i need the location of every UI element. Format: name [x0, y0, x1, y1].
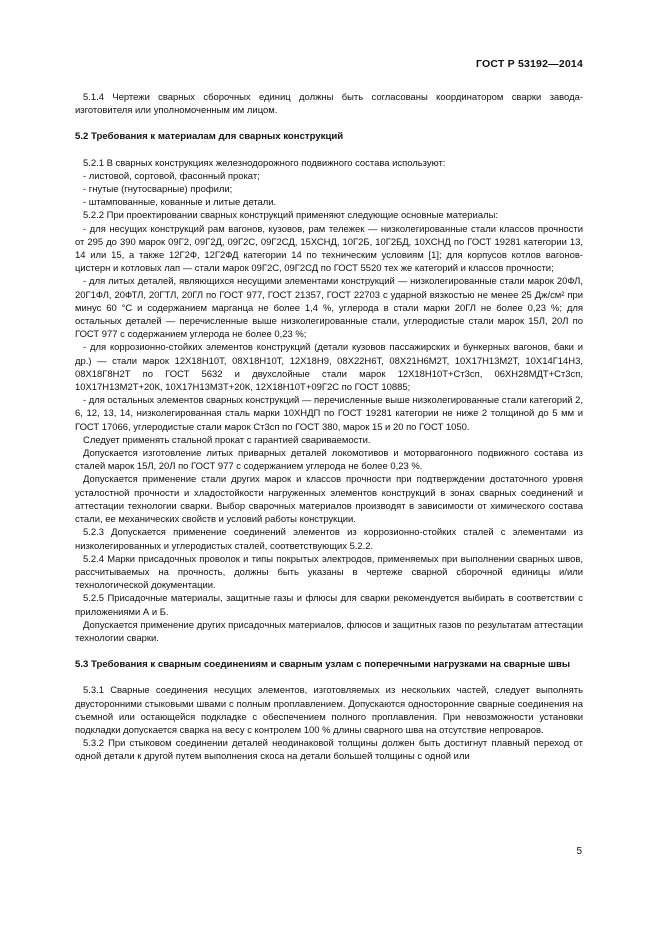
paragraph: 5.3.2 При стыковом соединении деталей неодинаковой толщины должен быть достигнут плавный переход от одной детали к другой путем выполнения скоса на детали большей толщины с одной или — [75, 738, 583, 763]
paragraph: 5.1.4 Чертежи сварных сборочных единиц должны быть согласованы координатором сварки завода-изготовителя или уполномоченным им лицом. — [75, 92, 583, 117]
paragraph: - для коррозионно-стойких элементов конструкций (детали кузовов пассажирских и бункерных вагонов, баки и др.) — стали марок 12Х18Н10Т, 08Х18Н10Т, 12Х18Н9, 08Х22Н6Т, 08Х21Н6М2Т, 10Х17Н13М2Т, 10Х14Г14Н3, 08Х18Г8Н2Т по ГОСТ 5632 и двухслойные стали марок 12Х18Н10Т+Ст3сп, 06ХН28МДТ+Ст3сп, 10Х17Н13М2Т+20К, 10Х17Н13М3Т+20К, 12Х18Н10Т+09Г2С по ГОСТ 10885; — [75, 342, 583, 394]
paragraph: - гнутые (гнутосварные) профили; — [83, 184, 233, 196]
paragraph: 5.3.1 Сварные соединения несущих элементов, изготовляемых из нескольких частей, следует выполнять двусторонними стыковыми швами с полным проплавлением. Допускаются односторонние сварные соединения на съемной или остающейся подкладке с обеспечением полного проплавления. При невозможности установки подкладки допускается сварка на весу с контролем 100 % длины сварного шва на отсутствие непроваров. — [75, 685, 583, 736]
paragraph: Следует применять стальной прокат с гарантией свариваемости. — [83, 434, 371, 446]
paragraph: Допускается применение стали других марок и классов прочности при подтверждении достаточного уровня усталостной прочности и хладостойкости нагруженных элементов конструкций в зонах сварных соединений и аттестации технологии сварки. Выбор сварочных материалов производят в зависимости от химического состава стали, ее механических свойств и условий работы конструкции. — [75, 474, 583, 526]
paragraph: Допускается применение других присадочных материалов, флюсов и защитных газов по результатам аттестации технологии сварки. — [75, 619, 583, 644]
section-heading: 5.2 Требования к материалам для сварных конструкций — [75, 131, 344, 143]
paragraph: 5.2.5 Присадочные материалы, защитные газы и флюсы для сварки рекомендуется выбирать в соответствии с приложениями А и Б. — [75, 593, 583, 618]
paragraph: - для литых деталей, являющихся несущими элементами конструкций — низколегированные стали марок 20ФЛ, 20Г1ФЛ, 20ФТЛ, 20ГТЛ, 20ГЛ по ГОСТ 977, ГОСТ 21357, ГОСТ 22703 с ударной вязкостью не менее 25 Дж/см² при минус 60 °С и содержанием марганца не более 1,4 %, углерода в стали марки 20ГЛ не более 0,23 %; для остальных деталей — перечисленные выше низколегированные стали, углеродистые стали марок 15Л, 20Л по ГОСТ 977 с содержанием углерода не более 0,23 %; — [75, 276, 583, 341]
page-number: 5 — [576, 846, 582, 857]
paragraph: - штампованные, кованные и литые детали. — [83, 197, 277, 209]
paragraph: - листовой, сортовой, фасонный прокат; — [83, 170, 260, 182]
paragraph: 5.2.3 Допускается применение соединений элементов из коррозионно-стойких сталей с элементами из низколегированных и углеродистых сталей, соответствующих 5.2.2. — [75, 527, 583, 552]
section-gap — [75, 144, 583, 157]
section-gap — [75, 671, 583, 684]
paragraph: 5.2.2 При проектировании сварных конструкций применяют следующие основные материалы: — [83, 210, 498, 222]
paragraph: 5.2.1 В сварных конструкциях железнодорожного подвижного состава используют: — [83, 157, 446, 169]
page-content — [75, 91, 583, 764]
paragraph: - для несущих конструкций рам вагонов, кузовов, рам тележек — низколегированные стали классов прочности от 295 до 390 марок 09Г2, 09Г2Д, 09Г2С, 09Г2СД, 15ХСНД, 10Г2Б, 10Г2БД, 10ХСНД по ГОСТ 19281 категории 13, 14 или 15, а также 12Г2Ф, 12Г2ФД категории 14 по техническим условиям [1]; для корпусов котлов вагонов-цистерн и котловых лап — стали марок 09Г2С, 09Г2СД по ГОСТ 5520 тех же категорий и классов прочности; — [75, 223, 583, 275]
section-gap — [75, 117, 583, 130]
paragraph: 5.2.4 Марки присадочных проволок и типы покрытых электродов, применяемых при выполнении сварных швов, рассчитываемых на прочность, должны быть указаны в чертеже сварной сборочной единицы и/или технологической документации. — [75, 553, 583, 592]
section-heading: 5.3 Требования к сварным соединениям и сварным узлам с поперечными нагрузками на сварные швы — [75, 659, 571, 671]
section-gap — [75, 645, 583, 658]
paragraph: Допускается изготовление литых приварных деталей локомотивов и моторвагонного подвижного состава из сталей марок 15Л, 20Л по ГОСТ 977 с содержанием углерода не более 0,23 %. — [75, 448, 583, 473]
paragraph: - для остальных элементов сварных конструкций — перечисленные выше низколегированные стали категорий 2, 6, 12, 13, 14, низколегированная сталь марки 10ХНДП по ГОСТ 19281 категории не ниже 2 толщиной до 5 мм и ГОСТ 17066, углеродистые стали марок Ст3сп по ГОСТ 380, марок 15 и 20 по ГОСТ 1050. — [75, 395, 583, 433]
document-standard-number: ГОСТ Р 53192—2014 — [475, 58, 583, 70]
